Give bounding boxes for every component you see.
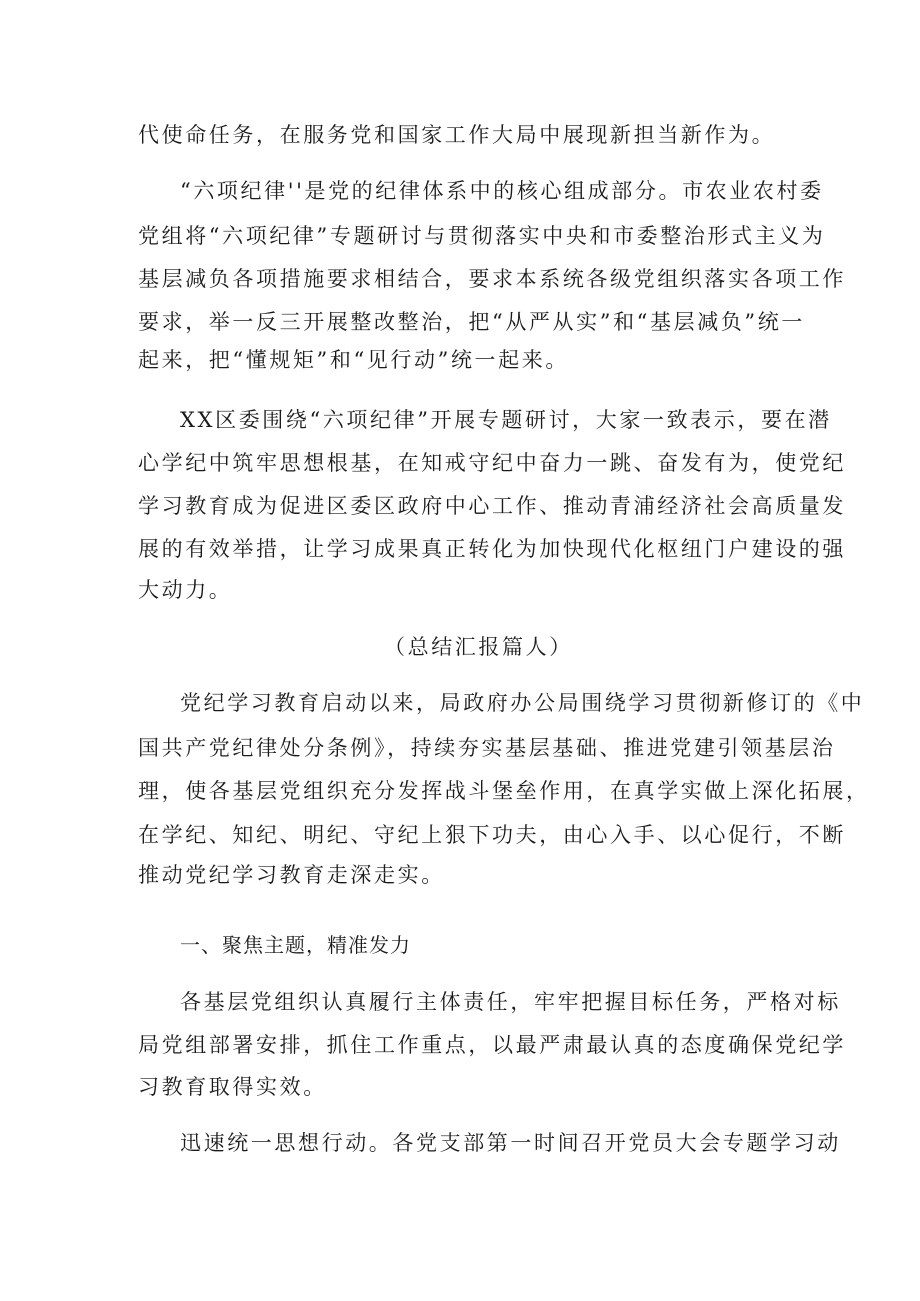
- paragraph-line: 展的有效举措，让学习成果真正转化为加快现代化枢纽门户建设的强: [138, 537, 846, 561]
- paragraph-line: 迅速统一思想行动。各党支部第一时间召开党员大会专题学习动: [180, 1131, 841, 1155]
- section-heading: 一、聚焦主题，精准发力: [180, 933, 411, 957]
- paragraph-line: XX区委围绕“六项纪律”开展专题研讨，大家一致表示，要在潜: [180, 408, 832, 432]
- paragraph-line: 习教育取得实效。: [138, 1075, 327, 1099]
- paragraph-line: 推动党纪学习教育走深走实。: [138, 863, 445, 887]
- paragraph-line: 代使命任务，在服务党和国家工作大局中展现新担当新作为。: [138, 123, 776, 147]
- paragraph-line: 理，使各基层党组织充分发挥战斗堡垒作用，在真学实做上深化拓展，: [138, 779, 870, 803]
- paragraph-line: 起来，把“懂规矩”和“见行动”统一起来。: [138, 348, 569, 372]
- section-subtitle: （总结汇报篇人）: [384, 635, 573, 659]
- paragraph-line: 党纪学习教育启动以来，局政府办公局围绕学习贯彻新修订的《中: [180, 691, 865, 715]
- paragraph-line: 各基层党组织认真履行主体责任，牢牢把握目标任务，严格对标: [180, 990, 841, 1014]
- paragraph-line: 局党组部署安排，抓住工作重点，以最严肃最认真的态度确保党纪学: [138, 1033, 846, 1057]
- paragraph-line: 学习教育成为促进区委区政府中心工作、推动青浦经济社会高质量发: [138, 494, 846, 518]
- paragraph-line: 心学纪中筑牢思想根基，在知戒守纪中奋力一跳、奋发有为，使党纪: [138, 451, 846, 475]
- paragraph-line: 党组将“六项纪律”专题研讨与贯彻落实中央和市委整治形式主义为: [138, 224, 826, 248]
- paragraph-line: 大动力。: [138, 578, 233, 602]
- paragraph-line: “六项纪律''是党的纪律体系中的核心组成部分。市农业农村委: [180, 179, 824, 203]
- paragraph-line: 在学纪、知纪、明纪、守纪上狠下功夫，由心入手、以心促行，不断: [138, 823, 846, 847]
- paragraph-line: 国共产党纪律处分条例》，持续夯实基层基础、推进党建引领基层治: [138, 736, 836, 760]
- paragraph-line: 基层减负各项措施要求相结合，要求本系统各级党组织落实各项工作: [138, 267, 846, 291]
- paragraph-line: 要求，举一反三开展整改整治，把“从严从实”和“基层减负”统一: [138, 310, 805, 334]
